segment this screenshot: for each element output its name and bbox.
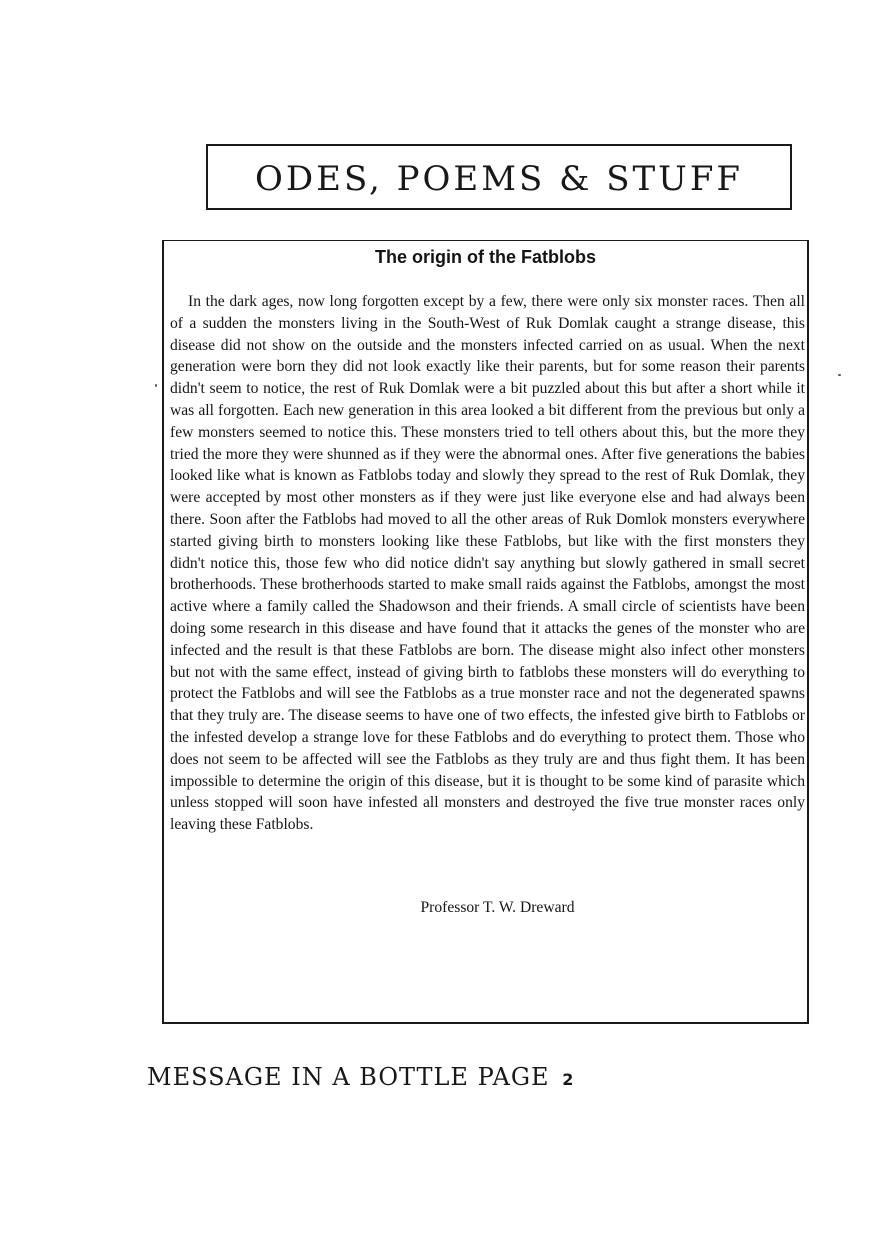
section-header <box>206 144 792 210</box>
section-title: ODES, POEMS & STUFF <box>254 159 743 199</box>
page-footer <box>147 1063 574 1091</box>
article-signature: Professor T. W. Dreward <box>420 899 575 916</box>
article-box <box>162 240 809 1024</box>
article-title: The origin of the Fatblobs <box>375 247 596 267</box>
scan-speck <box>838 374 841 376</box>
page-number: 2 <box>562 1070 575 1089</box>
article-body: In the dark ages, now long forgotten except by a few, there were only six monster races. Then all of a sudden the monsters living in the South-West of Ruk Domlak caught a strange disease, this disease did not show on the outside and the monsters infected carried on as usual. When the next generation were born they did not look exactly like their parents, but for some reason their parents didn't seem to notice, the rest of Ruk Domlak were a bit puzzled about this but after a short while it was all forgotten. Each new generation in this area looked a bit different from the previous but only a few monsters seemed to notice this. These monsters tried to tell others about this, but the more they tried the more they were shunned as if they were the abnormal ones. After five generations the babies looked like what is known as Fatblobs today and slowly they spread to the rest of Ruk Domlak, they were accepted by most other monsters as if they were just like everyone else and had always been there. Soon after the Fatblobs had moved to all the other areas of Ruk Domlok monsters everywhere started giving birth to monsters looking like these Fatblobs, but like with the first monsters they didn't notice this, those few who did notice didn't say anything but slowly gathered in small secret brotherhoods. These brotherhoods started to make small raids against the Fatblobs, amongst the most active where a family called the Shadowson and their friends. A small circle of scientists have been doing some research in this disease and have found that it attacks the genes of the monster who are infected and the result is that these Fatblobs are born. The disease might also infect other monsters but not with the same effect, instead of giving birth to fatblobs these monsters will do everything to protect the Fatblobs and will see the Fatblobs as a true monster race and not the degenerated spawns that they truly are. The disease seems to have one of two effects, the infested give birth to Fatblobs or the infested develop a strange love for these Fatblobs and do everything to protect them. Those who does not seem to be affected will see the Fatblobs as they truly are and thus fight them. It has been impossible to determine the origin of this disease, but it is thought to be some kind of parasite which unless stopped will soon have infested all monsters and destroyed the five true monster races only leaving these Fatblobs. <box>170 293 805 834</box>
scan-speck <box>155 384 157 387</box>
footer-label: MESSAGE IN A BOTTLE PAGE <box>147 1063 550 1091</box>
